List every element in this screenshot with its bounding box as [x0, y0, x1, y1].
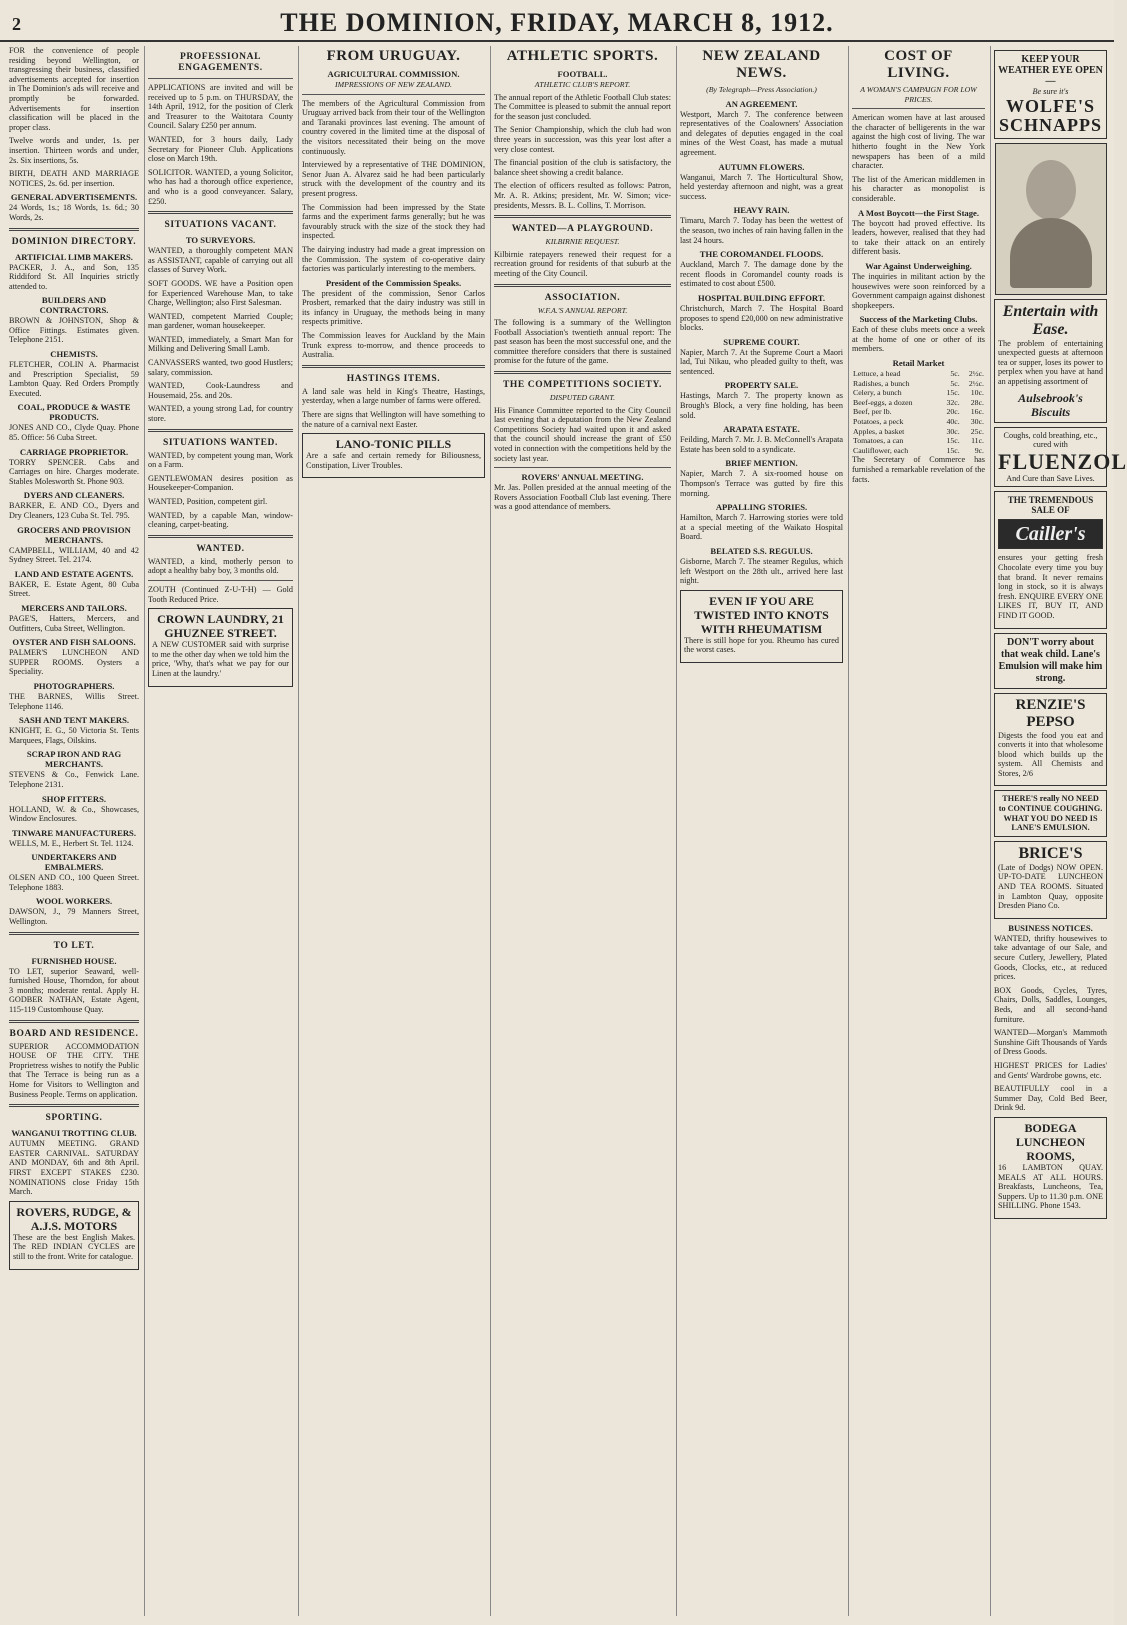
- article-paragraph: The members of the Agricultural Commission from Uruguay arrived back from their tour of the Wellington and Taranaki provinces last evening. The amount of country covered in the limited time at the disposal of the visitors necessitated their being on the move continuously.: [302, 98, 485, 156]
- price-cell: 32c.: [946, 397, 960, 407]
- news-item-heading: AN AGREEMENT.: [725, 98, 798, 109]
- rheumo-title: EVEN IF YOU ARE TWISTED INTO KNOTS WITH RHEUMATISM: [694, 593, 829, 636]
- price-cell: 11c.: [971, 436, 984, 446]
- press-byline: (By Telegraph—Press Association.): [706, 85, 817, 94]
- article-crosshead: A Most Boycott—the First Stage.: [857, 207, 979, 218]
- directory-category-heading: CHEMISTS.: [50, 349, 98, 360]
- motors-advert-text: These are the best English Makes. The RED INDIAN CYCLES are still to the front. Write for catalogue.: [13, 1232, 135, 1261]
- wanted-ad: GENTLEWOMAN desires position as Housekeeper-Companion.: [148, 473, 293, 493]
- crown-laundry-title: CROWN LAUNDRY, 21 GHUZNEE STREET.: [157, 612, 284, 641]
- directory-entry: PALMER'S LUNCHEON AND SUPPER ROOMS. Oysters a Speciality.: [9, 648, 139, 677]
- price-cell: 2½c.: [968, 378, 984, 388]
- news-item-text: Feilding, March 7. Mr. J. B. McConnell's Arapata Estate has been sold to a syndicate.: [680, 435, 843, 454]
- article-paragraph: American women have at last aroused the character of belligerents in the war against the high cost of living. The war hitherto fought in the New York newspapers has been of a mild character.: [852, 113, 985, 171]
- price-cell: Apples, a basket: [853, 426, 905, 436]
- to-let-heading: TO LET.: [53, 940, 95, 951]
- price-cell: 5c.: [950, 369, 960, 379]
- to-let-subheading: FURNISHED HOUSE.: [31, 955, 117, 966]
- price-cell: Lettuce, a head: [853, 369, 901, 379]
- business-notice: WANTED—Morgan's Mammoth Sunshine Gift Thousands of Yards of Dress Goods.: [994, 1028, 1107, 1057]
- business-notice: BEAUTIFULLY cool in a Summer Day, Cold Bed Beer, Drink 9d.: [994, 1084, 1107, 1113]
- vacant-ad: WANTED, competent Married Couple; man gardener, woman housekeeper.: [148, 311, 293, 331]
- price-row: [852, 446, 985, 456]
- crown-laundry-text: A NEW CUSTOMER said with surprise to me the other day when we told him the price, 'Why, that's what we pay for our Linen at the laundry.': [152, 640, 289, 678]
- directory-category-heading: UNDERTAKERS AND EMBALMERS.: [31, 852, 117, 873]
- sporting-heading: SPORTING.: [45, 1113, 103, 1124]
- news-item-heading: THE COROMANDEL FLOODS.: [699, 249, 824, 260]
- news-item-heading: AUTUMN FLOWERS.: [718, 161, 805, 172]
- article-crosshead: Success of the Marketing Clubs.: [859, 314, 978, 325]
- directory-entry: PACKER, J. A., and Son, 135 Riddiford St. All Inquiries strictly attended to.: [9, 262, 139, 291]
- directory-category-heading: DYERS AND CLEANERS.: [23, 490, 125, 501]
- price-row: [852, 427, 985, 437]
- directory-entry: OLSEN AND CO., 100 Queen Street. Telephone 1883.: [9, 873, 139, 892]
- price-cell: 16c.: [970, 407, 984, 417]
- business-notice: HIGHEST PRICES for Ladies' and Gents' Wardrobe gowns, etc.: [994, 1060, 1107, 1080]
- article-paragraph: The following is a summary of the Wellington Football Association's twentieth annual report: The past season has been the most successful one, and the committee therefore considers that there is sustained promise for the future of the game.: [494, 318, 671, 366]
- directory-entry: FLETCHER, COLIN A. Pharmacist and Prescription Specialist, 59 Lambton Quay. Red Orders Promptly Executed.: [9, 360, 139, 398]
- news-items: [680, 99, 843, 586]
- news-item-heading: PROPERTY SALE.: [724, 380, 799, 391]
- hastings-heading: HASTINGS ITEMS.: [346, 373, 441, 384]
- fluenzol-brand: FLUENZOL: [998, 448, 1127, 474]
- article-paragraph: A land sale was held in King's Theatre, Hastings, yesterday, when a large number of farms were offered.: [302, 386, 485, 406]
- lanes-emulsion-text: DON'T worry about that weak child. Lane's Emulsion will make him strong.: [998, 636, 1103, 684]
- board-text: SUPERIOR ACCOMMODATION HOUSE OF THE CITY. THE Proprietress wishes to notify the Public that The Terrace is being run as a Home for Visitors to Wellington and Business People. Terms on application.: [9, 1041, 139, 1099]
- price-row: [852, 436, 985, 446]
- article-paragraph: Interviewed by a representative of THE DOMINION, Senor Juan A. Alvarez said he had been particularly struck with the development of the country and its present progress.: [302, 160, 485, 198]
- price-row: [852, 398, 985, 408]
- news-item-text: Christchurch, March 7. The Hospital Board proposes to spend £20,000 on new administrative blocks.: [680, 303, 843, 333]
- article-paragraph: Mr. Jas. Pollen presided at the annual meeting of the Rovers Association Football Club last evening. There was a good attendance of members.: [494, 483, 671, 512]
- price-cell: 25c.: [970, 426, 984, 436]
- news-item-text: Timaru, March 7. Today has been the wettest of the season, two inches of rain having fallen in the last 24 hours.: [680, 216, 843, 245]
- price-cell: 15c.: [946, 388, 960, 398]
- caillers-advert: [994, 491, 1107, 628]
- price-cell: 2½c.: [968, 369, 984, 379]
- column-uruguay: [298, 46, 488, 1616]
- wanted-heading: WANTED.: [196, 543, 245, 554]
- lanotonic-text: Are a safe and certain remedy for Biliousness, Constipation, Liver Troubles.: [306, 451, 481, 470]
- prof-ad: WANTED, for 3 hours daily, Lady Secretary for Pioneer Club. Applications close on March 19th.: [148, 134, 293, 164]
- price-cell: Celery, a bunch: [853, 388, 902, 398]
- playground-heading: WANTED—A PLAYGROUND.: [511, 224, 654, 235]
- news-item-heading: ARAPATA ESTATE.: [723, 424, 800, 435]
- wolfes-schnapps-advert: [994, 50, 1107, 139]
- directory-category-heading: SCRAP IRON AND RAG MERCHANTS.: [26, 749, 122, 770]
- aulsebrook-brand: Aulsebrook's Biscuits: [1018, 390, 1083, 419]
- vacant-ad: WANTED, immediately, a Smart Man for Milking and Delivering Small Lamb.: [148, 334, 293, 354]
- article-paragraph: His Finance Committee reported to the City Council last evening that a deputation from the New Zealand Competitions Society had waited upon it and asked that the council should increase the grant of £50 voted in connection with the competitions held by the society last year.: [494, 405, 671, 463]
- association-heading: ASSOCIATION.: [544, 292, 621, 303]
- to-let-text: TO LET, superior Seaward, well-furnished House, Thorndon, for about 3 months; moderate rental. Apply H. GODBER NATHAN, Estate Agent, 115-119 Customhouse Quay.: [9, 966, 139, 1015]
- news-item-text: Wanganui, March 7. The Horticultural Show, held yesterday afternoon and night, was a great success.: [680, 172, 843, 201]
- caillers-top: THE TREMENDOUS SALE OF: [1007, 495, 1094, 516]
- article-paragraph: The list of the American middlemen in his character as monopolist is considerable.: [852, 174, 985, 203]
- column-cost-of-living: [848, 46, 988, 1616]
- price-cell: Radishes, a bunch: [853, 378, 910, 388]
- uruguay-sub1: AGRICULTURAL COMMISSION.: [327, 69, 460, 79]
- price-row: [852, 369, 985, 379]
- directory-entry: BAKER, E. Estate Agent, 80 Cuba Street.: [9, 579, 139, 599]
- article-crosshead: President of the Commission Speaks.: [325, 277, 462, 288]
- lanes-coughing-advert: [994, 790, 1107, 836]
- news-item-heading: SUPREME COURT.: [723, 336, 800, 347]
- directory-category-heading: SASH AND TENT MAKERS.: [19, 715, 129, 726]
- directory-category-heading: CARRIAGE PROPRIETOR.: [19, 446, 129, 457]
- fluenzol-advert: [994, 427, 1127, 488]
- article-paragraph: The Commission leaves for Auckland by the Main Trunk express to-morrow, and thence proceeds to Australia.: [302, 331, 485, 360]
- article-paragraph: The boycott had proved effective. Its leaders, however, realised that they had to take their attack on an entirely different basis.: [852, 218, 985, 257]
- wolfes-sub: Be sure it's: [1032, 87, 1069, 96]
- competitions-heading: THE COMPETITIONS SOCIETY.: [502, 380, 663, 391]
- directory-category-heading: PHOTOGRAPHERS.: [33, 680, 115, 691]
- cost-sub: A WOMAN'S CAMPAIGN FOR LOW PRICES.: [860, 85, 977, 104]
- classified-intro: FOR the convenience of people residing beyond Wellington, or transgressing their business, classified advertisements accepted for insertion in The Dominion's ads will receive and promptly be forwarded. Advertisements for insertion classification will be placed in the proper class.: [9, 46, 139, 132]
- price-cell: 28c.: [970, 397, 984, 407]
- caillers-text: ensures your getting fresh Chocolate every time you buy that brand. It never remains long in stock, so it is always fresh. ENQUIRE EVERY ONE LIKES IT, BUY IT, AND FIND IT GOOD.: [998, 553, 1103, 620]
- directory-entry: THE BARNES, Willis Street. Telephone 1146.: [9, 691, 139, 711]
- general-ads-heading: GENERAL ADVERTISEMENTS.: [10, 192, 138, 203]
- situations-wanted-heading: SITUATIONS WANTED.: [163, 437, 278, 448]
- directory-entry: BROWN & JOHNSTON, Shop & Office Fittings. Estimates given. Telephone 2151.: [9, 316, 139, 345]
- column-nz-news: [676, 46, 846, 1616]
- directory-entry: STEVENS & Co., Fenwick Lane. Telephone 2131.: [9, 770, 139, 789]
- directory-category-heading: COAL, PRODUCE & WASTE PRODUCTS.: [17, 402, 131, 423]
- bodega-brand: BODEGA LUNCHEON ROOMS,: [1015, 1120, 1086, 1163]
- article-crosshead: War Against Underweighing.: [865, 260, 972, 271]
- price-cell: 30c.: [946, 426, 960, 436]
- newspaper-title: THE DOMINION, FRIDAY, MARCH 8, 1912.: [280, 8, 834, 37]
- prof-ad: SOLICITOR. WANTED, a young Solicitor, who has had a thorough office experience, and who is a good conveyancer. Salary, £250.: [148, 167, 293, 206]
- general-ads-text: 24 Words, 1s.; 18 Words, 1s. 6d.; 30 Words, 2s.: [9, 203, 139, 222]
- price-row: [852, 407, 985, 417]
- rheumo-advert: [680, 590, 843, 663]
- business-notices-heading: BUSINESS NOTICES.: [1008, 922, 1093, 933]
- cost-headline: COST OF LIVING.: [884, 48, 953, 81]
- news-item-text: Napier, March 7. At the Supreme Court a Maori lad, Tui Nikau, who pleaded guilty to theft, was sentenced.: [680, 347, 843, 376]
- surveyors-subheading: TO SURVEYORS.: [185, 235, 256, 246]
- article-paragraph: The Secretary of Commerce has furnished a remarkable revelation of the facts.: [852, 455, 985, 484]
- sporting-text: AUTUMN MEETING. GRAND EASTER CARNIVAL. SATURDAY AND MONDAY, 6th and 8th April. FIRST EXCEPT STAKES £230. NOMINATIONS close Friday 15th March.: [9, 1139, 139, 1197]
- renzies-pepso-advert: [994, 693, 1107, 787]
- directory-entry: DAWSON, J., 79 Manners Street, Wellington.: [9, 907, 139, 927]
- pepso-brand: RENZIE'S PEPSO: [1015, 696, 1086, 730]
- price-cell: 10c.: [970, 388, 984, 398]
- news-item-text: Hamilton, March 7. Harrowing stories were told at a special meeting of the Waikato Hospital Board.: [680, 513, 843, 542]
- price-cell: Potatoes, a peck: [853, 417, 904, 427]
- motors-advert-title: ROVERS, RUDGE, & A.J.S. MOTORS: [16, 1204, 132, 1233]
- lanotonic-advert: [302, 433, 485, 478]
- lanes-emulsion-advert: [994, 633, 1107, 689]
- price-row: [852, 379, 985, 389]
- news-item-text: Napier, March 7. A six-roomed house on Thompson's Terrace was gutted by fire this morning.: [680, 469, 843, 498]
- directory-category-heading: TINWARE MANUFACTURERS.: [12, 827, 136, 838]
- vacant-ad: WANTED, a thoroughly competent MAN as ASSISTANT, capable of carrying out all classes of Survey Work.: [148, 246, 293, 275]
- article-paragraph: The dairying industry had made a great impression on the Commission. The system of co-operative dairy factories was particularly interesting to the members.: [302, 244, 485, 274]
- price-cell: Tomatoes, a can: [853, 436, 904, 446]
- directory-entry: KNIGHT, E. G., 50 Victoria St. Tents Marquees, Flags, Oilskins.: [9, 726, 139, 745]
- directory-entry: JONES AND CO., Clyde Quay. Phone 85. Office: 56 Cuba Street.: [9, 423, 139, 443]
- price-cell: Cauliflower, each: [853, 445, 909, 455]
- news-item-heading: HEAVY RAIN.: [733, 205, 790, 216]
- vacant-ad: WANTED, Cook-Laundress and Housemaid, 25s. and 20s.: [148, 381, 293, 400]
- news-item-text: Auckland, March 7. The damage done by the recent floods in Coromandel county roads is estimated to cost about £500.: [680, 260, 843, 289]
- news-item-text: Hastings, March 7. The property known as Brough's Block, a very fine holding, has been sold.: [680, 391, 843, 420]
- directory-entry: BARKER, E. AND CO., Dyers and Dry Cleaners, 123 Cuba St. Tel. 795.: [9, 501, 139, 520]
- news-item-text: Westport, March 7. The conference between representatives of the Coalowners' Association and delegates of deputies engaged in the coal mines of the West Coast, has made a mutual agreement.: [680, 109, 843, 157]
- article-paragraph: Kilbirnie ratepayers renewed their request for a recreation ground for residents of that suburb at the meeting of the City Council.: [494, 249, 671, 278]
- board-heading: BOARD AND RESIDENCE.: [9, 1028, 139, 1039]
- vacant-ad: WANTED, a young strong Lad, for country store.: [148, 404, 293, 424]
- nz-news-headline: NEW ZEALAND NEWS.: [702, 48, 821, 81]
- brices-text: (Late of Dodgs) NOW OPEN. UP-TO-DATE LUNCHEON AND TEA ROOMS. Situated in Lambton Quay, opposite Dresden Piano Co.: [998, 862, 1103, 911]
- fluenzol-pre: Coughs, cold breathing, etc., cured with: [1003, 430, 1098, 450]
- situations-vacant-heading: SITUATIONS VACANT.: [164, 220, 277, 231]
- sporting-subheading: WANGANUI TROTTING CLUB.: [11, 1128, 137, 1139]
- business-notice: WANTED, thrifty housewives to take advantage of our Sale, and secure Cutlery, Jewellery, Plated Goods, Clocks, etc., at reduced prices.: [994, 933, 1107, 982]
- price-cell: 15c.: [946, 436, 960, 446]
- bodega-text: 16 LAMBTON QUAY. MEALS AT ALL HOURS. Breakfasts, Luncheons, Tea, Suppers. Up to 11.30 p.m. ONE SHILLING. Phone 1543.: [998, 1162, 1103, 1211]
- classified-rates: Twelve words and under, 1s. per insertion. Thirteen words and under, 2s. Six insertions, 5s.: [9, 136, 139, 165]
- directory-category-heading: GROCERS AND PROVISION MERCHANTS.: [17, 524, 131, 545]
- page-number: 2: [12, 14, 21, 34]
- column-athletic: [490, 46, 674, 1616]
- article-paragraph: The Senior Championship, which the club had won three years in succession, was this year lost after a very close contest.: [494, 125, 671, 154]
- directory-entry: WELLS, M. E., Herbert St. Tel. 1124.: [9, 838, 134, 848]
- price-table-heading: Retail Market: [892, 358, 945, 369]
- wanted-ad: WANTED, Position, competent girl.: [148, 497, 268, 506]
- news-item-text: Gisborne, March 7. The steamer Regulus, which left Westport on the 28th ult., arrived here last night.: [680, 557, 843, 586]
- pepso-text: Digests the food you eat and converts it into that wholesome blood which builds up the system. All Chemists and Stores, 2/6: [998, 730, 1103, 778]
- wolfes-brand: WOLFE'S SCHNAPPS: [998, 95, 1102, 135]
- column-adverts: [990, 46, 1127, 1616]
- price-row: [852, 417, 985, 427]
- article-paragraph: The Commission had been impressed by the State farms and the experiment farms generally; but he was favourably struck with the size of the stock they had inspected.: [302, 202, 485, 241]
- brices-advert: [994, 841, 1107, 919]
- directory-category-heading: MERCERS AND TAILORS.: [21, 602, 127, 613]
- price-cell: Beef, per lb.: [853, 407, 892, 417]
- directory-category-heading: SHOP FITTERS.: [42, 793, 106, 804]
- wanted-ad: WANTED, by competent young man, Work on a Farm.: [148, 450, 293, 470]
- news-item-heading: BRIEF MENTION.: [725, 458, 798, 469]
- uruguay-sub2: IMPRESSIONS OF NEW ZEALAND.: [335, 80, 452, 89]
- price-cell: 5c.: [950, 378, 960, 388]
- directory-category-heading: OYSTER AND FISH SALOONS.: [12, 637, 136, 648]
- masthead: [0, 0, 1114, 42]
- football-subheading: FOOTBALL.: [557, 69, 608, 79]
- price-table: [852, 369, 985, 455]
- price-row: [852, 388, 985, 398]
- zouth-ad: ZOUTH (Continued Z-U-T-H) — Gold Tooth Reduced Price.: [148, 584, 293, 604]
- article-paragraph: The annual report of the Athletic Football Club states: The Committee is pleased to submit the annual report for the season just concluded.: [494, 92, 671, 121]
- wanted-adopt-ad: WANTED, a kind, motherly person to adopt a healthy baby boy, 3 months old.: [148, 556, 293, 576]
- news-item-heading: HOSPITAL BUILDING EFFORT.: [697, 292, 826, 303]
- motors-advert: [9, 1201, 139, 1270]
- price-cell: Beef-eggs, a dozen: [853, 397, 913, 407]
- article-paragraph: The financial position of the club is satisfactory, the balance sheet showing a credit balance.: [494, 158, 671, 177]
- competitions-sub: DISPUTED GRANT.: [549, 393, 616, 403]
- directory-category-heading: ARTIFICIAL LIMB MAKERS.: [15, 251, 133, 262]
- news-item-heading: APPALLING STORIES.: [715, 502, 808, 513]
- column-classifieds: [6, 46, 142, 1616]
- vacant-ad: CANVASSERS wanted, two good Hustlers; salary, commission.: [148, 358, 293, 377]
- lanes-coughing-text: THERE'S really NO NEED to CONTINUE COUGHING. WHAT YOU DO NEED IS LANE'S EMULSION.: [998, 794, 1103, 833]
- directory-entry: TORRY SPENCER. Cabs and Carriages on hire. Charges moderate. Stables Molesworth St. Phone 903.: [9, 457, 139, 486]
- caillers-brand: Cailler's: [998, 519, 1103, 549]
- prof-ad: APPLICATIONS are invited and will be received up to 5 p.m. on THURSDAY, the 14th April, 1912, for the position of Clerk and Treasurer to the Waitotara County Council. Salary £250 per annum.: [148, 83, 293, 131]
- article-paragraph: The inquiries in militant action by the housewives were soon reinforced by a Government campaign against dishonest shopkeepers.: [852, 271, 986, 310]
- directory-entry: CAMPBELL, WILLIAM, 40 and 42 Sydney Street. Tel. 2174.: [9, 545, 139, 565]
- directory-list: [9, 252, 139, 927]
- article-paragraph: Each of these clubs meets once a week at the home of one or other of its members.: [852, 325, 985, 354]
- article-paragraph: The election of officers resulted as follows: Patron, Mr. A. R. Atkins; president, Mr. W. Simon; vice-presidents, Messrs. B. L. Collins, T. Morrison.: [494, 181, 671, 210]
- news-item-heading: BELATED S.S. REGULUS.: [710, 546, 813, 556]
- price-cell: 40c.: [946, 417, 960, 427]
- aulsebrook-advert: [994, 299, 1107, 423]
- professional-heading: PROFESSIONAL ENGAGEMENTS.: [178, 52, 263, 73]
- vacant-ad: SOFT GOODS. WE have a Position open for Experienced Warehouse Man, to take Charge, Wellington; also First Salesman.: [148, 278, 293, 308]
- article-paragraph: The president of the commission, Senor Carlos Prosbert, remarked that the dairy industry was still in its infancy in Uruguay, the methods being in many respects primitive.: [302, 288, 485, 327]
- advert-portrait-image: [995, 143, 1107, 295]
- price-cell: 15c.: [946, 445, 960, 455]
- athletic-headline: ATHLETIC SPORTS.: [506, 48, 659, 64]
- crown-laundry-advert: [148, 608, 293, 686]
- wolfes-tagline: KEEP YOUR WEATHER EYE OPEN—: [998, 54, 1103, 87]
- lanotonic-title: LANO-TONIC PILLS: [335, 437, 452, 452]
- column-engagements: [144, 46, 296, 1616]
- aulsebrook-text: The problem of entertaining unexpected guests at afternoon tea or supper, loses its power to perplex when you have at hand an appetising assortment of: [998, 338, 1103, 386]
- athletic-report-sub: ATHLETIC CLUB'S REPORT.: [534, 80, 631, 89]
- kilbirnie-sub: KILBIRNIE REQUEST.: [545, 237, 620, 247]
- wanted-ad: WANTED, by a capable Man, window-cleaning, carpet-beating.: [148, 510, 293, 530]
- price-cell: 30c.: [970, 417, 984, 427]
- rheumo-text: There is still hope for you. Rheumo has cured the worst cases.: [684, 635, 839, 655]
- article-paragraph: There are signs that Wellington will have something to the nature of a carnival next Easter.: [302, 410, 485, 429]
- directory-category-heading: LAND AND ESTATE AGENTS.: [14, 568, 134, 579]
- brices-brand: BRICE'S: [1018, 844, 1083, 862]
- uruguay-headline: FROM URUGUAY.: [326, 48, 461, 64]
- fluenzol-post: And Cure than Save Lives.: [1006, 473, 1095, 483]
- price-cell: 20c.: [946, 407, 960, 417]
- association-sub: W.F.A.'S ANNUAL REPORT.: [537, 305, 628, 315]
- births-notice: BIRTH, DEATH AND MARRIAGE NOTICES, 2s. 6d. per insertion.: [9, 169, 139, 188]
- rovers-heading: ROVERS' ANNUAL MEETING.: [521, 472, 644, 483]
- directory-heading: DOMINION DIRECTORY.: [11, 236, 137, 247]
- directory-category-heading: WOOL WORKERS.: [35, 896, 113, 907]
- bodega-advert: [994, 1117, 1107, 1219]
- aulsebrook-headline: Entertain with Ease.: [1002, 302, 1099, 338]
- directory-entry: PAGE'S, Hatters, Mercers, and Outfitters, Cuba Street, Wellington.: [9, 613, 139, 633]
- directory-category-heading: BUILDERS AND CONTRACTORS.: [39, 295, 109, 316]
- directory-entry: HOLLAND, W. & Co., Showcases, Window Enclosures.: [9, 804, 139, 824]
- price-cell: 9c.: [974, 445, 984, 455]
- business-notice: BOX Goods, Cycles, Tyres, Chairs, Dolls, Saddles, Lounges, Beds, and all second-hand furniture.: [994, 985, 1107, 1024]
